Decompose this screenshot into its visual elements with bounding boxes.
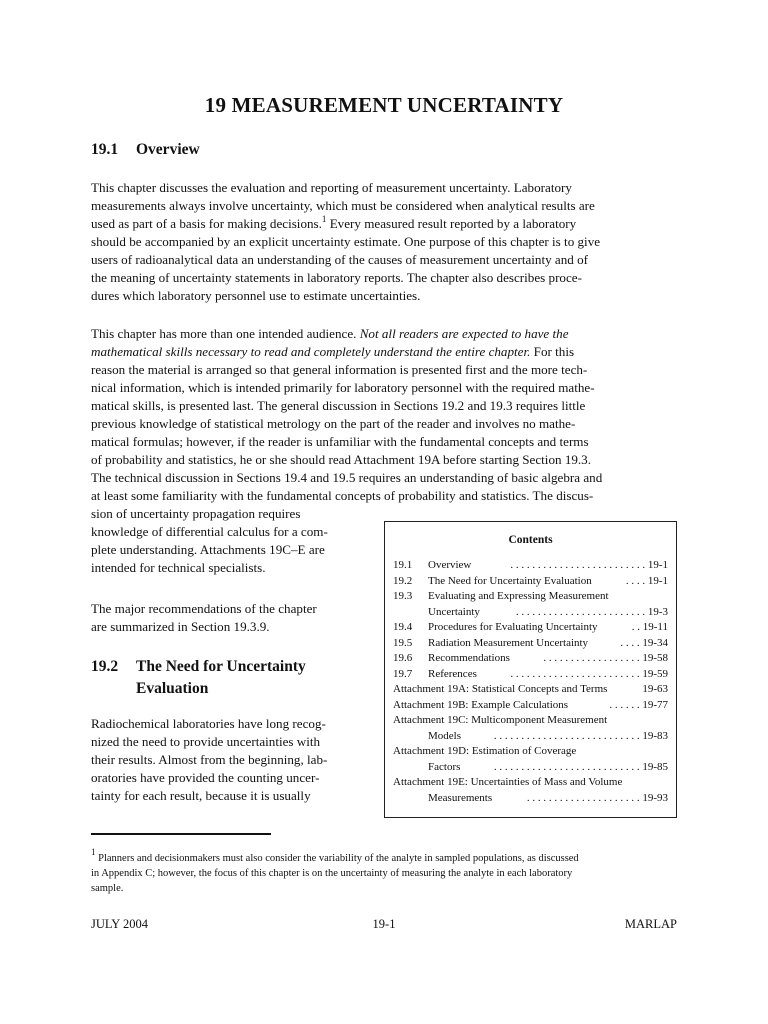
text-line: dures which laboratory personnel use to estimate uncertainties.	[91, 288, 421, 303]
text-line: intended for technical specialists.	[91, 560, 266, 575]
text-line	[91, 325, 602, 343]
section-heading-overview	[91, 141, 200, 159]
contents-entry-page: . . 19-11	[631, 621, 668, 633]
footnote-line: in Appendix C; however, the focus of this chapter is on the uncertainty of measuring the analyte in each laboratory	[91, 868, 573, 879]
contents-entry-title: Attachment 19C: Multicomponent Measurement	[393, 714, 608, 726]
text-line: should be accompanied by an explicit uncertainty estimate. One purpose of this chapter is to give	[91, 234, 601, 249]
contents-entry-title: Attachment 19A: Statistical Concepts and Terms	[393, 683, 608, 695]
text-line: the meaning of uncertainty statements in laboratory reports. The chapter also describes proce-	[91, 270, 582, 285]
contents-entry-title: Procedures for Evaluating Uncertainty	[428, 621, 598, 633]
footnote-marker: 1	[91, 847, 96, 857]
text-line: measurements always involve uncertainty, which must be considered when analytical results are	[91, 198, 595, 213]
contents-entry[interactable]	[385, 698, 676, 714]
footnote-line: sample.	[91, 883, 124, 894]
text-line: The major recommendations of the chapter	[91, 601, 317, 616]
contents-entry-page: . . . . . . . . . . . . . . . . . . 19-58	[543, 652, 668, 664]
contents-entry-title: Attachment 19D: Estimation of Coverage	[393, 745, 577, 757]
footer-page-number: 19-1	[372, 917, 396, 931]
contents-entry[interactable]	[385, 589, 676, 605]
text-run: used as part of a basis for making decisions.	[91, 216, 322, 231]
emphasis-text: mathematical skills necessary to read and completely understand the entire chapter.	[91, 344, 531, 359]
contents-entry-page: . . . . 19-34	[620, 636, 668, 649]
contents-entry[interactable]	[385, 682, 676, 698]
contents-entry-number: 19.5	[393, 636, 413, 649]
section-title: The Need for Uncertainty	[136, 658, 306, 675]
chapter-title: 19 MEASUREMENT UNCERTAINTY	[204, 93, 564, 117]
contents-entry-title: Uncertainty	[428, 605, 480, 618]
text-line: knowledge of differential calculus for a com-	[91, 524, 328, 539]
contents-entry-number: 19.1	[393, 559, 413, 571]
contents-entry-title: Attachment 19B: Example Calculations	[393, 698, 569, 711]
text-line: matical formulas; however, if the reader is unfamiliar with the fundamental concepts and terms	[91, 434, 589, 449]
contents-entry[interactable]	[385, 791, 676, 807]
contents-entry[interactable]	[385, 574, 676, 590]
contents-entry[interactable]	[385, 620, 676, 636]
text-line: their results. Almost from the beginning, lab-	[91, 752, 328, 767]
contents-entry-number: 19.7	[393, 667, 413, 680]
contents-entry[interactable]	[385, 636, 676, 652]
contents-entry-page: . . . . . . . . . . . . . . . . . . . . . 19-93	[526, 791, 668, 804]
contents-entry-page: 19-63	[642, 683, 668, 695]
contents-entry-page: . . . . . . . . . . . . . . . . . . . . . . . . . 19-1	[510, 559, 668, 571]
contents-entry[interactable]	[385, 729, 676, 745]
text-line: matical skills, is presented last. The general discussion in Sections 19.2 and 19.3 requires little	[91, 398, 586, 413]
text-line: previous knowledge of statistical metrology on the part of the reader and involves no mathe-	[91, 416, 576, 431]
text-line: nical information, which is intended primarily for laboratory personnel with the required mathe-	[91, 380, 595, 395]
contents-entry-page: . . . . 19-1	[625, 574, 668, 587]
contents-entry[interactable]	[385, 558, 676, 574]
text-line: of probability and statistics, he or she should read Attachment 19A before starting Section 19.3.	[91, 452, 592, 467]
footnote-reference[interactable]: 1	[321, 214, 327, 224]
text-line: users of radioanalytical data an understanding of the causes of measurement uncertainty and of	[91, 252, 589, 267]
text-line: plete understanding. Attachments 19C–E are	[91, 542, 325, 557]
text-run: Planners and decisionmakers must also consider the variability of the analyte in sampled populations, as discussed	[95, 853, 579, 864]
contents-entry-title: Radiation Measurement Uncertainty	[428, 636, 589, 649]
footnote-divider	[91, 833, 271, 835]
text-line: oratories have provided the counting uncer-	[91, 770, 320, 785]
text-run: This chapter has more than one intended audience.	[91, 326, 360, 341]
section-title: Evaluation	[136, 680, 209, 697]
contents-entry-page: . . . . . . . . . . . . . . . . . . . . . . . . 19-59	[510, 667, 668, 680]
footer-publication: MARLAP	[624, 917, 677, 931]
footnote	[91, 847, 681, 896]
contents-entry-page: . . . . . . . . . . . . . . . . . . . . . . . . 19-3	[515, 605, 668, 618]
contents-entry[interactable]	[385, 744, 676, 760]
text-line: reason the material is arranged so that general information is presented first and the more tech-	[91, 362, 588, 377]
contents-entry-number: 19.6	[393, 652, 413, 664]
text-line: sion of uncertainty propagation requires	[91, 506, 301, 521]
contents-entry[interactable]	[385, 605, 676, 621]
recommendations-paragraph	[91, 600, 317, 636]
footer-date: JULY 2004	[91, 917, 148, 931]
contents-entry[interactable]	[385, 713, 676, 729]
contents-entry[interactable]	[385, 667, 676, 683]
text-line	[91, 215, 600, 233]
contents-list	[385, 558, 676, 806]
text-run: For this	[530, 344, 575, 359]
contents-entry-title: Recommendations	[428, 652, 510, 664]
overview-paragraph	[91, 179, 600, 305]
contents-entry-page: . . . . . . . . . . . . . . . . . . . . . . . . . . . 19-83	[493, 729, 668, 742]
need-paragraph	[91, 715, 327, 805]
text-line: The technical discussion in Sections 19.4 and 19.5 requires an understanding of basic algebra and	[91, 470, 603, 485]
contents-entry-title: Measurements	[428, 791, 493, 804]
text-line: This chapter discusses the evaluation and reporting of measurement uncertainty. Laboratory	[91, 180, 572, 195]
text-line: are summarized in Section 19.3.9.	[91, 619, 270, 634]
contents-entry-number: 19.3	[393, 590, 413, 602]
section-number: 19.1	[91, 141, 119, 158]
contents-entry[interactable]	[385, 651, 676, 667]
contents-entry-number: 19.4	[393, 621, 413, 633]
contents-entry-page: . . . . . . 19-77	[609, 698, 668, 711]
text-run: Every measured result reported by a laboratory	[329, 216, 577, 231]
section-heading-need	[91, 656, 306, 700]
contents-entry-title: Models	[428, 729, 461, 742]
contents-entry[interactable]	[385, 775, 676, 791]
contents-entry-title: Factors	[428, 760, 461, 773]
contents-entry-title: Overview	[428, 559, 472, 571]
text-line: tainty for each result, because it is usually	[91, 788, 311, 803]
contents-entry-title: References	[428, 667, 477, 680]
text-line: nized the need to provide uncertainties with	[91, 734, 321, 749]
contents-entry-title: Attachment 19E: Uncertainties of Mass and Volume	[393, 776, 623, 788]
section-number: 19.2	[91, 658, 119, 675]
contents-heading: Contents	[508, 534, 553, 546]
text-line: at least some familiarity with the fundamental concepts of probability and statistics. The discus-	[91, 488, 594, 503]
emphasis-text: Not all readers are expected to have the	[359, 326, 569, 341]
text-line	[91, 343, 602, 361]
footnote-line	[91, 847, 681, 866]
contents-entry-page: . . . . . . . . . . . . . . . . . . . . . . . . . . . 19-85	[493, 760, 668, 773]
contents-entry-title: The Need for Uncertainty Evaluation	[428, 574, 592, 587]
text-line: Radiochemical laboratories have long recog-	[91, 716, 326, 731]
section-title: Overview	[136, 141, 200, 158]
contents-entry[interactable]	[385, 760, 676, 776]
contents-box	[384, 521, 677, 818]
contents-entry-title: Evaluating and Expressing Measurement	[428, 590, 609, 602]
contents-entry-number: 19.2	[393, 574, 413, 587]
